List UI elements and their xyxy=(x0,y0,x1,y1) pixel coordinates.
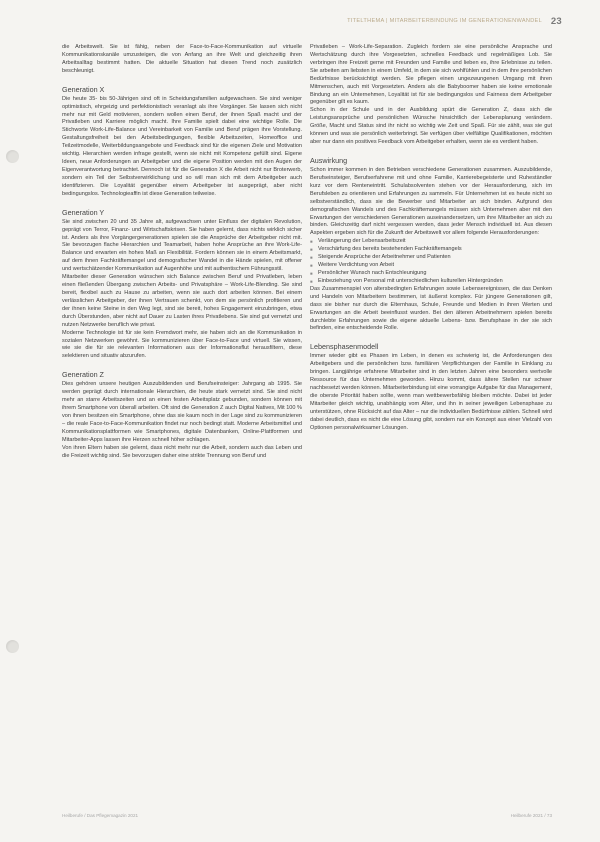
body-paragraph: Die heute 35- bis 50-Jährigen sind oft in Scheidungsfamilien aufgewachsen. Sie sind weniger optimistisch, ehrgeizig und perfektionistisch veranlagt als ihre Vorgänger. Sie lassen sich nicht mehr nur mit Geld motivieren, sondern wollen einen Beruf, der ihnen Spaß macht und der Privatleben und Karriere möglich macht. Ihre Familie spielt dabei eine wichtige Rolle. Die Stichworte Work-Life-Balance und Vereinbarkeit von Familie und Beruf prägen ihre Vorstellung. Gestaltungsfreiheit bei den Arbeitsbedingungen, flexible Arbeitszeiten, Homeoffice und Teilzeitmodelle, Weiterbildungsangebote und Feedback sind für die eigenen Ziele und Motivation wichtig. Hierarchien werden infrage gestellt, wenn sie nicht mit Kompetenz gefüllt sind. Eigene Ideen, neue Anforderungen an Arbeitgeber und die eigene Position werden mit den Augen der Eigenverantwortung betrachtet. Dennoch ist für die Generation X die Arbeit nicht nur Broterwerb, sondern ein Teil der Selbstverwirklichung und so will man sich mit dem Arbeitgeber auch identifizieren. Die Loyalität gegenüber einem Arbeitgeber ist ausgeprägt, aber nicht bedingungslos. Technologieaffin ist diese Generation teilweise. xyxy=(62,95,302,197)
bullet-list-item: ■ Verschärfung des bereits bestehenden Fachkräftemangels xyxy=(310,246,552,254)
punch-hole xyxy=(6,640,19,653)
body-paragraph: Immer wieder gibt es Phasen im Leben, in denen es schwierig ist, die Anforderungen des Arbeitgebers und die persönlichen bzw. familiären Verpflichtungen der Familie in Einklang zu bringen. Langjährige erfahrene Mitarbeiter sind in den letzten Jahren eine besonders wertvolle Ressource für das Unternehmen geworden. Hinzu kommt, dass ältere Stellen nur schwer nachbesetzt werden können. Mitarbeiterbindung ist eine vorrangige Aufgabe für das Management, die oberste Priorität haben sollte, wenn man wettbewerbsfähig bleiben möchte. Dabei ist jeder Mitarbeiter gleich wichtig, unabhängig vom Alter, und ihn in seiner jeweiligen Lebensphase zu unterstützen, ohne Rücksicht auf das Alter – nur die individuellen Bedürfnisse zählen. Schnell wird dabei deutlich, dass es nicht die eine Lösung gibt, sondern nur ein Konzept aus einer Vielzahl von Optionen personalwirksamer Lösungen. xyxy=(310,353,552,431)
body-paragraph: Von ihren Eltern haben sie gelernt, dass nicht mehr nur die Arbeit, sondern auch das Leben und die Freizeit wichtig sind. Sie bevorzugen daher eine strikte Trennung von Beruf und xyxy=(62,444,302,459)
section-heading: Lebensphasenmodell xyxy=(310,342,379,352)
body-paragraph: Privatleben – Work-Life-Separation. Zugleich fordern sie eine persönliche Ansprache und Wertschätzung durch ihre Vorgesetzten, schnelles Feedback und regelmäßiges Lob. Sie verbringen ihre Freizeit gerne mit Freunden und Familie und lieben es, ihre Erlebnisse zu teilen. Sie arbeiten am liebsten in einem Umfeld, in dem sie sich wohlfühlen und in dem ihre persönlichen Bedürfnisse berücksichtigt werden. Sie pflegen einen ungezwungenen Umgang mit ihren Mitmenschen, auch mit Vorgesetzten. Anders als die Babyboomer haben sie keine emotionale Bindung an ein Unternehmen, Loyalität ist für sie bedingungslos und Fairness dem Arbeitgeber gegenüber gilt es kaum. xyxy=(310,44,552,106)
body-paragraph: Schon in der Schule und in der Ausbildung spürt die Generation Z, dass sich die Leistungsansprüche und persönlichen Wünsche hinsichtlich der Lebensplanung verändern. Größe, Macht und Status sind ihr nicht so wichtig wie Zeit und Spaß. Für sie zählt, was sie gut können und was sie persönlich weiterbringt. Sie verfügen über vielfältige Qualifikationen, möchten aber nur dann ein positives Feedback vom Arbeitgeber erhalten, wenn sie es verdient haben. xyxy=(310,107,552,146)
punch-hole xyxy=(6,150,19,163)
bullet-list-item: ■ Weitere Verdichtung von Arbeit xyxy=(310,262,552,270)
section-heading: Generation Y xyxy=(62,207,105,217)
body-paragraph: Moderne Technologie ist für sie kein Fremdwort mehr, sie haben sich an die Kommunikation in sozialen Netzwerken gewöhnt. Sie kommunizieren über Face-to-Face und virtuell. Sie wissen, wie sie die für sie relevanten Informationen aus der Informationsflut herausfiltern, diese selektieren und situativ abzurufen. xyxy=(62,329,302,360)
page-footer xyxy=(62,813,552,821)
page-number: 23 xyxy=(550,16,562,27)
bullet-list-item: ■ Persönlicher Wunsch nach Entschleunigung xyxy=(310,270,552,278)
right-text-column xyxy=(310,44,552,433)
body-paragraph: Dies gehören unsere heutigen Auszubildenden und Berufseinsteiger: Jahrgang ab 1995. Sie werden geprägt durch internationale Hierarchien, die heute stark vernetzt sind. Sie sind nicht mehr an starre Arbeitszeiten und an einen festen Arbeitsplatz gebunden, sondern können mit ihrem Smartphone von überall arbeiten. Oft sind die Generation Z auch Digital Natives, Mit 100 % von ihnen besitzen ein Smartphone, ohne das sie kaum noch in der Lage sind zu kommunizieren – die reale Face-to-Face-Kommunikation findet nur noch bedingt statt. Moderne Arbeitsmittel und Kommunikationsplattformen wie Smartphones, digitale Datenbanken, Online-Plattformen und Mitarbeiter-Apps lassen ihre Herzen schnell höher schlagen. xyxy=(62,381,302,443)
body-paragraph: Sie sind zwischen 20 und 35 Jahre alt, aufgewachsen unter Einfluss der digitalen Revolution, geprägt von Terror, Finanz- und Wirtschaftskrisen. Sie haben gelernt, dass nichts wirklich sicher ist. Anders als ihre Vorgängergenerationen spielen sie die Ansprüche der Arbeitgeber nicht mit. Sie bevorzugen flache Hierarchien und Teamarbeit, haben hohe Ansprüche an ihre Work-Life-Balance und erwarten ein hohes Maß an Flexibilität. Fordern können sie in einem Arbeitsmarkt, auf dem ihnen Fachkräftemangel und demografischer Wandel in die Hände spielen, mit offener und wertschätzender Kommunikation auf Augenhöhe und mit authentischem Führungsstil. xyxy=(62,218,302,273)
body-paragraph: Mitarbeiter dieser Generation wünschen sich Balance zwischen Beruf und Privatleben, leben einen fließenden Übergang zwischen Arbeits- und Privatsphäre – Work-Life-Blending. Sie sind bereit, flexibel auch zu Hause zu arbeiten, wenn sie auch dort arbeiten können. Bei einem verlässlichen Arbeitgeber, der ihnen Vertrauen schenkt, von dem sie persönlich profitieren und der ihnen keine Steine in den Weg legt, sind sie bereit, hohes Engagement einzubringen, etwa durch Überstunden, aber nicht auf Dauer zu Lasten ihres Privatlebens. Sie sind gut vernetzt und nutzen Netzwerke beruflich wie privat. xyxy=(62,274,302,328)
body-paragraph: Das Zusammenspiel von altersbedingten Erfahrungen sowie Lebensereignissen, die das Denken und Handeln von Mitarbeitern bestimmen, ist äußerst komplex. Für jüngere Generationen gilt, dass sie bisher nur durch die Elternhaus, Schule, Freunde und Medien in ihren Werten und Erwartungen an die Arbeit beeinflusst wurden. Bei den älteren Arbeitnehmern spielen bereits durchlebte Erfahrungen sowie die eigene aktuelle Lebens- bzw. Berufsphase in der sie sich befinden, eine entscheidende Rolle. xyxy=(310,285,552,332)
bullet-list-item: ■ Einbeziehung von Personal mit unterschiedlichen kulturellen Hintergründen xyxy=(310,278,552,286)
left-text-column xyxy=(62,44,302,460)
body-paragraph: Schon immer kommen in den Betrieben verschiedene Generationen zusammen. Auszubildende, Berufseinsteiger, Berufserfahrene mit und ohne Familie, Karrierebegeisterte und Ruheständler kurz vor dem Renteneintritt. Schulabsolventen stehen vor der Herausforderung, sich im Berufsleben zu orientieren und Erfahrungen zu sammeln. Für Unternehmen ist es heute nicht so selbstverständlich, dass sie die Bewerber und Mitarbeiter an sich binden. Aufgrund des demografischen Wandels und des Fachkräftemangels müssen sich Unternehmen aber mit den Erwartungen der verschiedenen Generationen auseinandersetzen, um ihre Mitarbeiter an sich zu binden. Gleichzeitig darf nicht vergessen werden, dass jeder Mensch individuell ist. Aus diesen Aspekten ergeben sich für die Zukunft der Arbeitswelt vor allem folgende Herausforderungen: xyxy=(310,166,552,237)
section-heading: Generation X xyxy=(62,84,105,94)
bullet-list xyxy=(310,238,552,286)
page-header xyxy=(0,16,600,30)
body-paragraph: die Arbeitswelt. Sie ist fähig, neben der Face-to-Face-Kommunikation auf virtuelle Kommunikationskanäle umzusteigen, die von Anfang an ihre Welt und gleichzeitig ihren Arbeitsalltag bestimmt hatten. Die aktuelle Situation hat diesen Trend noch zusätzlich beschleunigt. xyxy=(62,44,302,74)
section-heading: Generation Z xyxy=(62,370,104,380)
footer-page-ref: Heilberufe 2021 / 73 xyxy=(510,813,552,818)
footer-publication: Heilberufe / Das Pflegemagazin 2021 xyxy=(62,813,139,818)
header-section-title: TITELTHEMA | MITARBEITERBINDUNG IM GENERATIONENWANDEL xyxy=(347,18,542,24)
bullet-list-item: ■ Verlängerung der Lebensarbeitszeit xyxy=(310,238,552,246)
section-heading: Auswirkung xyxy=(310,155,348,165)
bullet-list-item: ■ Steigende Ansprüche der Arbeitnehmer und Patienten xyxy=(310,254,552,262)
